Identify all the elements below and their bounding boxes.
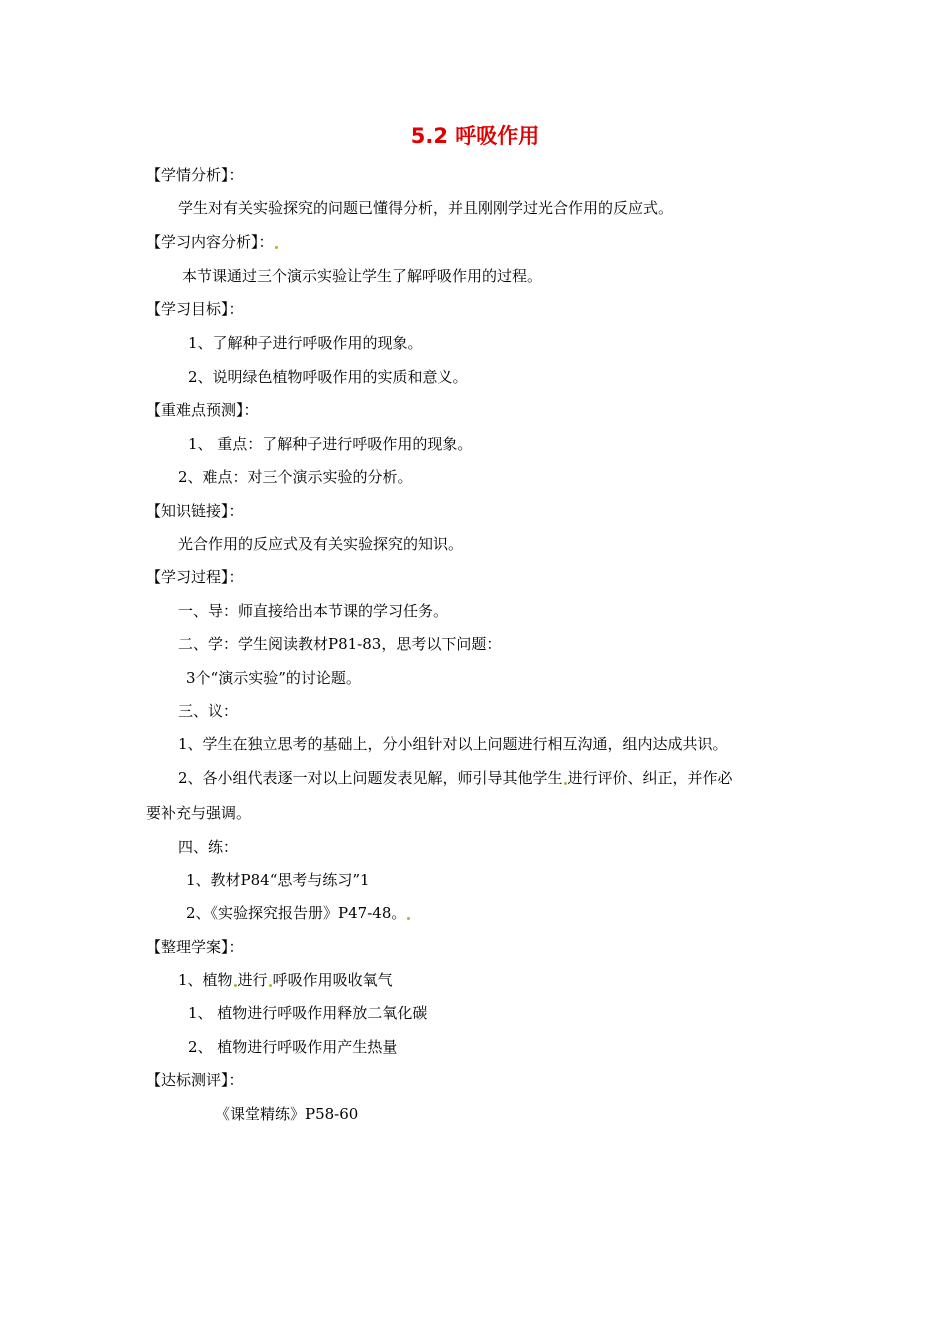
process-step-learn: 二、学：学生阅读教材P81-83，思考以下问题： — [178, 635, 502, 653]
heading-assessment: 【达标测评】： — [146, 1071, 244, 1089]
goal-item-2: 2、说明绿色植物呼吸作用的实质和意义。 — [188, 368, 468, 386]
process-step-guide-a: 一、导 — [178, 602, 224, 620]
goal-item-1: 1、了解种子进行呼吸作用的现象。 — [188, 334, 423, 352]
summary-item-1-a: 1、植物 — [178, 971, 233, 989]
process-step-guide-b: ：师直接给出本节课的学 — [223, 602, 389, 620]
process-discuss-2-cont: 要补充与强调。 — [146, 804, 252, 822]
heading-content-analysis-label: 【学习内容分析】： — [146, 233, 274, 251]
summary-item-1-c: 呼吸作用吸收氧气 — [272, 971, 393, 989]
page-title: 5.2 呼吸作用 — [410, 124, 540, 148]
process-discuss-2-b: 进行评价、纠正，并作必 — [567, 769, 733, 787]
process-step-learn-detail: 3个“演示实验”的讨论题。 — [186, 669, 361, 687]
process-step-guide-c: 习任务。 — [388, 602, 449, 620]
practice-item-1: 1、教材P84“思考与练习”1 — [186, 871, 370, 889]
summary-item-2: 1、 植物进行呼吸作用释放二氧化碳 — [188, 1004, 428, 1022]
text-student-analysis: 学生对有关实验探究的问题已懂得分析，并且刚刚学过光合作用的反应式。 — [178, 199, 674, 217]
text-assessment: 《课堂精练》P58-60 — [215, 1105, 359, 1123]
process-step-practice: 四、练： — [178, 838, 239, 856]
heading-learning-process: 【学习过程】： — [146, 568, 244, 586]
speck-mark — [234, 984, 237, 987]
speck-mark — [269, 984, 272, 987]
process-discuss-1: 1、学生在独立思考的基础上，分小组针对以上问题进行相互沟通，组内达成共识。 — [178, 735, 728, 753]
heading-summary: 【整理学案】： — [146, 938, 244, 956]
heading-learning-goals: 【学习目标】： — [146, 300, 244, 318]
heading-content-analysis — [146, 231, 279, 253]
speck-mark — [564, 782, 567, 785]
summary-item-1-b: 进行 — [237, 971, 268, 989]
process-step-discuss: 三、议： — [178, 702, 239, 720]
key-point-1: 1、 重点：了解种子进行呼吸作用的现象。 — [188, 435, 473, 453]
heading-key-points: 【重难点预测】： — [146, 401, 259, 419]
heading-student-analysis: 【学情分析】： — [146, 166, 244, 184]
process-step-guide — [178, 600, 448, 622]
text-knowledge-link: 光合作用的反应式及有关实验探究的知识。 — [178, 535, 464, 553]
practice-item-2 — [186, 902, 411, 924]
key-point-2: 2、难点：对三个演示实验的分析。 — [178, 468, 413, 486]
speck-mark — [407, 917, 410, 920]
process-discuss-2 — [178, 767, 733, 789]
summary-item-1 — [178, 969, 393, 991]
process-discuss-2-a: 2、各小组代表逐一对以上问题发表见解，师引导其他学生 — [178, 769, 563, 787]
heading-knowledge-link: 【知识链接】： — [146, 502, 244, 520]
summary-item-3: 2、 植物进行呼吸作用产生热量 — [188, 1038, 398, 1056]
text-content-analysis: 本节课通过三个演示实验让学生了解呼吸作用的过程。 — [182, 267, 543, 285]
practice-item-2-text: 2、《实验探究报告册》P47-48。 — [186, 904, 407, 922]
speck-mark — [275, 246, 278, 249]
